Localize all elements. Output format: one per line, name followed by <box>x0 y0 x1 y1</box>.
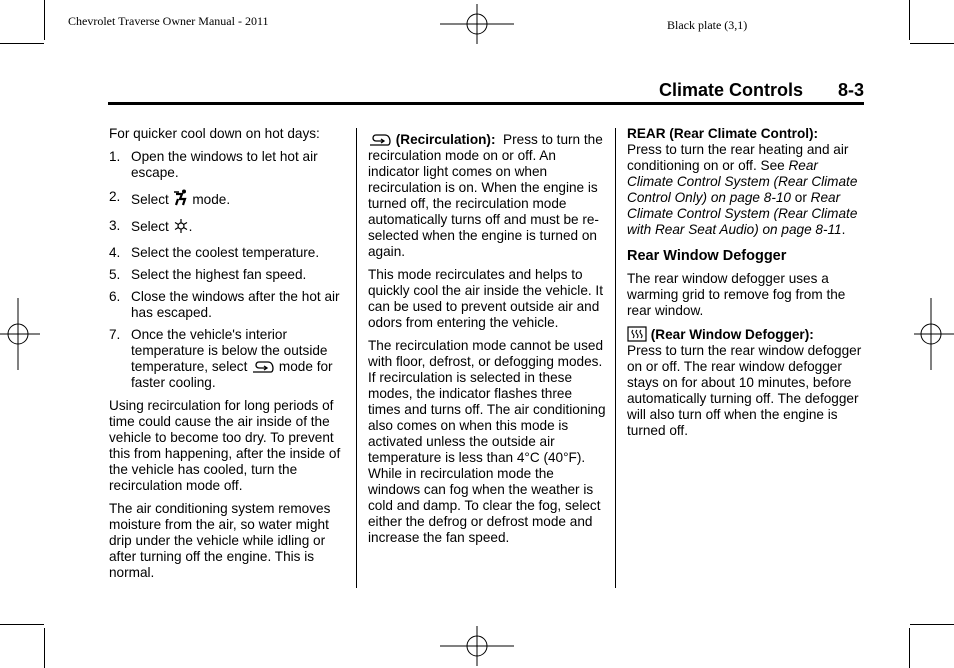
section-title <box>659 80 803 101</box>
crop-mark <box>0 624 44 625</box>
recirc-limits-paragraph: The recirculation mode cannot be used with floor, defrost, or defogging modes. If recirculation is selected in these modes, the indicator flashes three times and turns off. The air conditioning also comes on when this mode is activated unless the outside air temperature is less than 4°C (40°F). While in recirculation mode the windows can fog when the weather is cold and damp. To clear the fog, select either the defrog or defrost mode and increase the fan speed. <box>368 338 606 545</box>
step-text: Select <box>131 192 169 207</box>
list-item <box>109 189 345 208</box>
crop-mark <box>44 628 45 668</box>
step-number: 7. <box>109 327 121 342</box>
rear-text: Press to turn the rear heating and air conditioning on or off. See <box>627 142 849 173</box>
rear-control-description <box>627 126 867 238</box>
rear-or-text: or <box>794 190 807 205</box>
recirculation-icon <box>251 360 275 374</box>
step-text: Select the coolest temperature. <box>131 245 320 260</box>
registration-mark-top <box>440 4 514 44</box>
defogger-heading: Rear Window Defogger <box>627 248 787 264</box>
page-number: 8-3 <box>838 80 865 100</box>
crop-mark <box>44 0 45 40</box>
cooldown-steps <box>109 149 345 391</box>
moisture-paragraph: The air conditioning system removes moisture from the air, so water might drip under the vehicle while idling or after turning off the engine. This is normal. <box>109 501 331 580</box>
column-2 <box>368 132 606 553</box>
list-item <box>109 245 345 261</box>
step-text: Select the highest fan speed. <box>131 267 307 282</box>
rear-reference-link-1[interactable]: Rear Climate Control System (Rear Climate Control Only) on page 8-10 <box>627 158 858 205</box>
crop-mark <box>909 0 910 40</box>
step-text: Close the windows after the hot air has escaped. <box>131 289 340 320</box>
recirculation-label: (Recirculation): <box>395 132 496 147</box>
step-text-suffix: . <box>188 219 193 234</box>
crop-mark <box>909 628 910 668</box>
rear-end-text: . <box>841 222 846 237</box>
list-item <box>109 149 345 181</box>
manual-title: Chevrolet Traverse Owner Manual - 2011 <box>68 14 269 28</box>
step-number: 3. <box>109 218 121 233</box>
column-1 <box>109 126 345 588</box>
rear-defog-icon <box>627 326 647 342</box>
column-divider <box>356 128 357 588</box>
header-rule <box>108 102 864 105</box>
step-text: Select <box>131 219 169 234</box>
crop-mark <box>0 43 44 44</box>
step-text: Open the windows to let hot air escape. <box>131 149 318 180</box>
registration-mark-bottom <box>440 626 514 666</box>
rear-label: REAR (Rear Climate Control): <box>627 126 819 141</box>
recirc-purpose-paragraph: This mode recirculates and helps to quickly cool the air inside the vehicle. It can be used to prevent outside air and odors from entering the vehicle. <box>368 267 603 330</box>
step-number: 4. <box>109 245 121 260</box>
rear-reference-link-2[interactable]: Rear Climate Control System (Rear Climate with Rear Seat Audio) on page 8-11 <box>627 190 858 237</box>
step-text-suffix: mode. <box>192 192 231 207</box>
crop-mark <box>910 624 954 625</box>
column-3 <box>627 126 867 446</box>
step-number: 1. <box>109 149 121 164</box>
section-title-text: Climate Controls <box>659 80 804 100</box>
plate-label: Black plate (3,1) <box>667 18 748 32</box>
list-item <box>109 267 345 283</box>
vent-mode-icon <box>173 189 189 207</box>
recirculation-icon <box>368 133 392 147</box>
step-text: Once the vehicle's interior temperature is below the outside temperature, select <box>131 327 328 374</box>
defogger-intro: The rear window defogger uses a warming grid to remove fog from the rear window. <box>627 271 846 318</box>
step-text-suffix: mode for faster cooling. <box>131 359 333 390</box>
step-number: 2. <box>109 189 121 204</box>
list-item <box>109 327 345 391</box>
step-number: 6. <box>109 289 121 304</box>
ac-snowflake-icon <box>173 218 189 234</box>
defogger-label: (Rear Window Defogger): <box>650 327 814 342</box>
defogger-text: Press to turn the rear window defogger on or off. The rear window defogger stays on for about 10 minutes, before automatically turning off. The defogger will also turn off when the engine is turned off. <box>627 343 862 438</box>
step-number: 5. <box>109 267 121 282</box>
list-item <box>109 218 345 235</box>
registration-mark-left <box>0 298 40 370</box>
list-item <box>109 289 345 321</box>
defogger-description <box>627 326 867 439</box>
recirculation-description <box>368 132 606 260</box>
registration-mark-right <box>912 298 954 370</box>
intro-text: For quicker cool down on hot days: <box>109 126 320 141</box>
recirc-warning-paragraph: Using recirculation for long periods of time could cause the air inside of the vehicle to become too dry. To prevent this from happening, after the inside of the vehicle has cooled, turn the recirculation mode off. <box>109 398 341 493</box>
crop-mark <box>910 43 954 44</box>
column-divider <box>615 128 616 588</box>
recirculation-text: Press to turn the recirculation mode on or off. An indicator light comes on when recirculation is on. When the engine is turned off, the recirculation mode automatically turns off and must be re-selected when the engine is turned on again. <box>368 132 603 259</box>
